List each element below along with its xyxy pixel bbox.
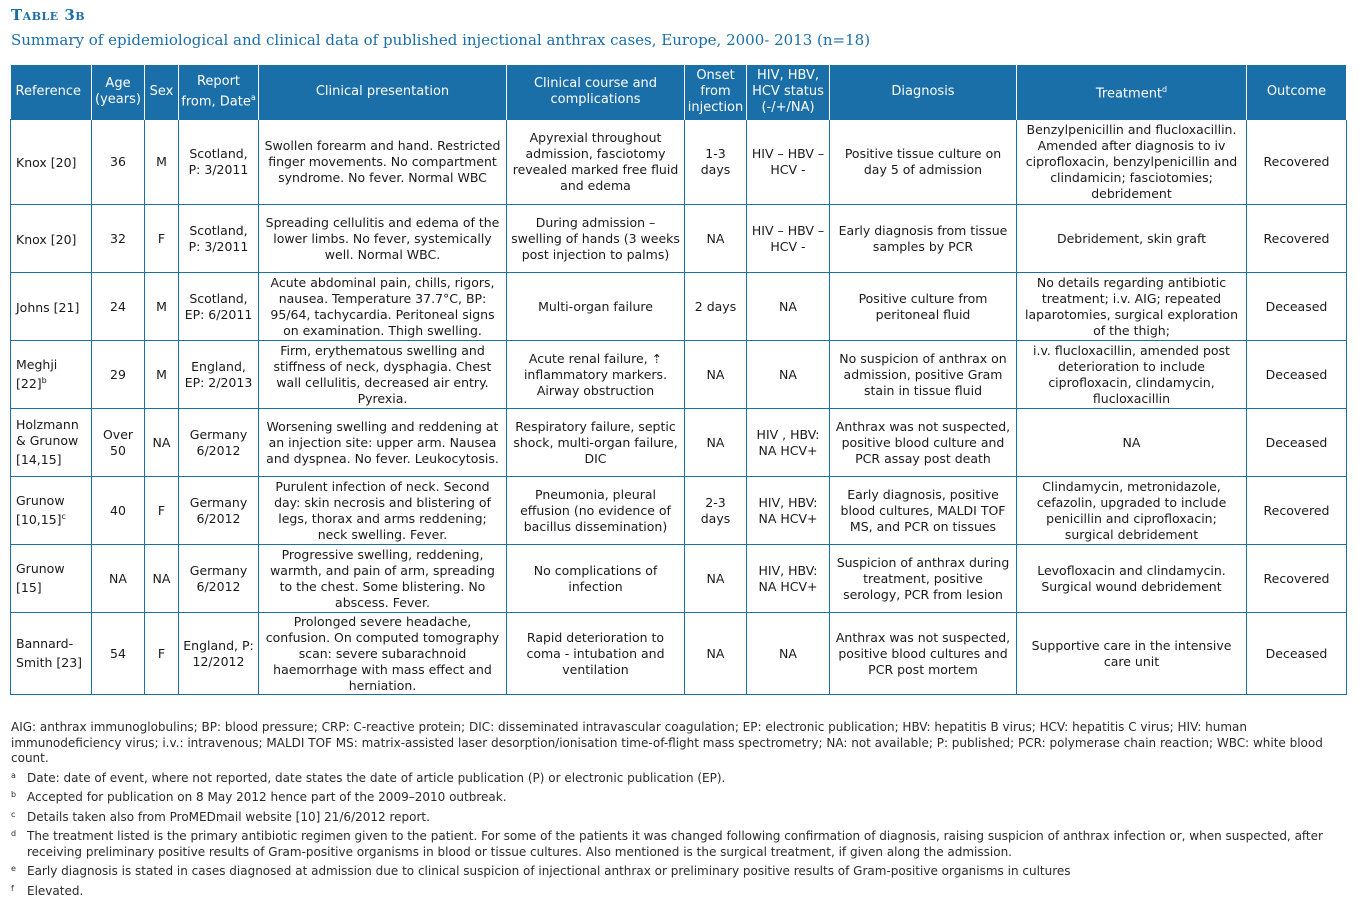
- reference-footnote-mark: b: [41, 375, 47, 385]
- cell-reference: [11, 545, 92, 613]
- cell-course: Respiratory failure, septic shock, multi-organ failure, DIC: [507, 409, 685, 477]
- cell-treatment: Clindamycin, metronidazole, cefazolin, upgraded to include penicillin and ciprofloxacin; surgical debridement: [1017, 477, 1247, 545]
- cell-presentation: Swollen forearm and hand. Restricted finger movements. No compartment syndrome. No fever. Normal WBC: [259, 120, 507, 205]
- cell-treatment: Supportive care in the intensive care unit: [1017, 613, 1247, 695]
- cell-diagnosis: Positive culture from peritoneal fluid: [830, 273, 1017, 341]
- cell-treatment: Levofloxacin and clindamycin. Surgical wound debridement: [1017, 545, 1247, 613]
- header-presentation: Clinical presentation: [259, 65, 507, 120]
- cell-course: Acute renal failure, ⇡ inflammatory markers. Airway obstruction: [507, 341, 685, 409]
- table-row: [11, 409, 1347, 477]
- cell-sex: NA: [145, 545, 179, 613]
- header-reference: Reference: [11, 65, 92, 120]
- cell-treatment: i.v. flucloxacillin, amended post deterioration to include ciprofloxacin, clindamycin, flucloxacillin: [1017, 341, 1247, 409]
- footnote: [11, 810, 1351, 826]
- cell-report: Germany 6/2012: [179, 409, 259, 477]
- cell-age: 40: [92, 477, 145, 545]
- table-row: [11, 205, 1347, 273]
- cell-report: Scotland, EP: 6/2011: [179, 273, 259, 341]
- cell-onset: NA: [685, 409, 747, 477]
- cell-diagnosis: No suspicion of anthrax on admission, positive Gram stain in tissue fluid: [830, 341, 1017, 409]
- cell-presentation: Spreading cellulitis and edema of the lower limbs. No fever, systemically well. Normal WBC.: [259, 205, 507, 273]
- cell-reference: [11, 273, 92, 341]
- cell-presentation: Acute abdominal pain, chills, rigors, nausea. Temperature 37.7°C, BP: 95/64, tachycardia. Peritoneal signs on examination. Thigh swelling.: [259, 273, 507, 341]
- header-course: Clinical course and complications: [507, 65, 685, 120]
- table-row: [11, 120, 1347, 205]
- cell-course: Pneumonia, pleural effusion (no evidence of bacillus dissemination): [507, 477, 685, 545]
- header-report-text: Report from, Date: [181, 73, 251, 110]
- footnote-text: Elevated.: [27, 883, 84, 898]
- cell-sex: M: [145, 273, 179, 341]
- cell-outcome: Recovered: [1247, 545, 1347, 613]
- cell-onset: 1-3 days: [685, 120, 747, 205]
- cell-sex: F: [145, 613, 179, 695]
- cell-treatment: NA: [1017, 409, 1247, 477]
- header-outcome: Outcome: [1247, 65, 1347, 120]
- cell-hiv-status: HIV, HBV: NA HCV+: [747, 477, 830, 545]
- cell-presentation: Prolonged severe headache, confusion. On computed tomography scan: severe subarachnoid haemorrhage with mass effect and herniation.: [259, 613, 507, 695]
- cases-table: [10, 65, 1347, 695]
- cell-hiv-status: NA: [747, 341, 830, 409]
- footnote-mark: b: [11, 790, 17, 799]
- cell-reference: [11, 409, 92, 477]
- cell-report: Germany 6/2012: [179, 477, 259, 545]
- cell-presentation: Firm, erythematous swelling and stiffness of neck, dysphagia. Chest wall cellulitis, decreased air entry. Pyrexia.: [259, 341, 507, 409]
- cell-diagnosis: Early diagnosis from tissue samples by PCR: [830, 205, 1017, 273]
- footnote-mark: a: [11, 770, 16, 780]
- footnote-mark: f: [11, 883, 14, 893]
- reference-text: Grunow [10,15]: [16, 492, 65, 528]
- cell-age: 36: [92, 120, 145, 205]
- cell-course: Multi-organ failure: [507, 273, 685, 341]
- footnote-text: Early diagnosis is stated in cases diagnosed at admission due to clinical suspicion of injectional anthrax or preliminary positive results of Gram-positive organisms in cultures: [27, 864, 1071, 878]
- footnote: [11, 864, 1351, 880]
- cell-treatment: No details regarding antibiotic treatment; i.v. AIG; repeated laparotomies, surgical exploration of the thigh;: [1017, 273, 1247, 341]
- cell-onset: NA: [685, 613, 747, 695]
- table-label: Table 3b: [11, 6, 86, 24]
- footnote-text: The treatment listed is the primary antibiotic regimen given to the patient. For some of the patients it was changed following confirmation of diagnosis, raising suspicion of anthrax infection or, when suspected, after receiving preliminary positive results of Gram-positive organisms in blood or tissue cultures. Also mentioned is the surgical treatment, if given along the admission.: [27, 829, 1323, 859]
- cell-report: Scotland, P: 3/2011: [179, 120, 259, 205]
- cell-onset: 2 days: [685, 273, 747, 341]
- cell-diagnosis: Anthrax was not suspected, positive blood culture and PCR assay post death: [830, 409, 1017, 477]
- header-sex: Sex: [145, 65, 179, 120]
- cell-outcome: Deceased: [1247, 409, 1347, 477]
- cell-sex: M: [145, 120, 179, 205]
- header-treatment-text: Treatment: [1095, 86, 1163, 102]
- cell-outcome: Deceased: [1247, 613, 1347, 695]
- footnote: [11, 829, 1351, 860]
- reference-text: Knox [20]: [16, 232, 77, 248]
- footnote-text: Date: date of event, where not reported, date states the date of article publication (P) or electronic publication (EP).: [27, 770, 726, 785]
- cell-report: Germany 6/2012: [179, 545, 259, 613]
- cell-presentation: Worsening swelling and reddening at an injection site: upper arm. Nausea and dyspnea. No fever. Leukocytosis.: [259, 409, 507, 477]
- header-report-footnote-mark: a: [250, 92, 256, 102]
- footnote: [11, 884, 1351, 900]
- cell-diagnosis: Early diagnosis, positive blood cultures, MALDI TOF MS, and PCR on tissues: [830, 477, 1017, 545]
- cell-reference: [11, 205, 92, 273]
- cell-sex: M: [145, 341, 179, 409]
- reference-text: Knox [20]: [16, 155, 77, 171]
- cell-outcome: Recovered: [1247, 477, 1347, 545]
- footnote: [11, 790, 1351, 806]
- table-notes: [11, 720, 1351, 903]
- cell-hiv-status: NA: [747, 613, 830, 695]
- footnote-mark: d: [11, 829, 17, 838]
- cell-diagnosis: Positive tissue culture on day 5 of admission: [830, 120, 1017, 205]
- cell-age: 32: [92, 205, 145, 273]
- footnote-text: Details taken also from ProMEDmail website [10] 21/6/2012 report.: [27, 809, 430, 824]
- table-row: [11, 545, 1347, 613]
- table-caption: Summary of epidemiological and clinical data of published injectional anthrax cases, Europe, 2000- 2013 (n=18): [11, 31, 871, 49]
- cell-onset: NA: [685, 341, 747, 409]
- reference-text: Johns [21]: [16, 300, 80, 316]
- header-row: [11, 65, 1347, 120]
- cell-course: Rapid deterioration to coma - intubation and ventilation: [507, 613, 685, 695]
- cell-outcome: Deceased: [1247, 273, 1347, 341]
- header-hiv-status: HIV, HBV, HCV status (-/+/NA): [747, 65, 830, 120]
- header-onset: Onset from injection: [685, 65, 747, 120]
- cell-outcome: Recovered: [1247, 205, 1347, 273]
- footnote-text: Accepted for publication on 8 May 2012 hence part of the 2009–2010 outbreak.: [27, 790, 507, 804]
- cell-outcome: Recovered: [1247, 120, 1347, 205]
- cell-reference: [11, 120, 92, 205]
- header-age: Age (years): [92, 65, 145, 120]
- cell-reference: [11, 477, 92, 545]
- abbreviations-note: AIG: anthrax immunoglobulins; BP: blood pressure; CRP: C-reactive protein; DIC: disseminated intravascular coagulation; EP: electronic publication; HBV: hepatitis B virus; HCV: hepatitis C virus; HIV: human immunodeficiency virus; i.v.: intravenous; MALDI TOF MS: matrix-assisted laser desorption/ionisation time-of-flight mass spectrometry; NA: not available; P: published; PCR: polymerase chain reaction; WBC: white blood count.: [11, 720, 1323, 765]
- cell-course: No complications of infection: [507, 545, 685, 613]
- cell-report: Scotland, P: 3/2011: [179, 205, 259, 273]
- cell-course: During admission – swelling of hands (3 weeks post injection to palms): [507, 205, 685, 273]
- footnote-mark: c: [11, 809, 16, 819]
- reference-text: Bannard-Smith [23]: [16, 635, 83, 671]
- table-row: [11, 341, 1347, 409]
- cell-age: NA: [92, 545, 145, 613]
- footnote-mark: e: [11, 864, 16, 873]
- cell-onset: NA: [685, 545, 747, 613]
- cell-hiv-status: HIV , HBV: NA HCV+: [747, 409, 830, 477]
- header-report: [179, 65, 259, 120]
- cell-presentation: Progressive swelling, reddening, warmth, and pain of arm, spreading to the chest. Some blistering. No abscess. Fever.: [259, 545, 507, 613]
- cell-treatment: Debridement, skin graft: [1017, 205, 1247, 273]
- cell-sex: F: [145, 205, 179, 273]
- cell-treatment: Benzylpenicillin and flucloxacillin. Amended after diagnosis to iv ciprofloxacin, benzylpenicillin and clindamicin; fasciotomies; debridement: [1017, 120, 1247, 205]
- cell-hiv-status: HIV, HBV: NA HCV+: [747, 545, 830, 613]
- header-treatment-footnote-mark: d: [1162, 84, 1168, 94]
- cell-presentation: Purulent infection of neck. Second day: skin necrosis and blistering of legs, thorax and arms reddening; neck swelling. Fever.: [259, 477, 507, 545]
- cell-reference: [11, 341, 92, 409]
- cell-hiv-status: HIV – HBV – HCV -: [747, 205, 830, 273]
- cell-age: Over 50: [92, 409, 145, 477]
- reference-text: Grunow [15]: [16, 560, 65, 596]
- cell-age: 54: [92, 613, 145, 695]
- footnote: [11, 771, 1351, 787]
- cell-diagnosis: Suspicion of anthrax during treatment, positive serology, PCR from lesion: [830, 545, 1017, 613]
- reference-text: Holzmann & Grunow [14,15]: [16, 416, 79, 468]
- cell-age: 29: [92, 341, 145, 409]
- cell-hiv-status: NA: [747, 273, 830, 341]
- cell-onset: 2-3 days: [685, 477, 747, 545]
- cell-onset: NA: [685, 205, 747, 273]
- reference-text: Meghji [22]: [16, 356, 58, 392]
- cell-course: Apyrexial throughout admission, fasciotomy revealed marked free fluid and edema: [507, 120, 685, 205]
- header-diagnosis: Diagnosis: [830, 65, 1017, 120]
- table-row: [11, 273, 1347, 341]
- cell-report: England, P: 12/2012: [179, 613, 259, 695]
- cell-sex: F: [145, 477, 179, 545]
- cell-report: England, EP: 2/2013: [179, 341, 259, 409]
- header-treatment: [1017, 65, 1247, 120]
- table-row: [11, 477, 1347, 545]
- cell-reference: [11, 613, 92, 695]
- cell-hiv-status: HIV – HBV – HCV -: [747, 120, 830, 205]
- cell-outcome: Deceased: [1247, 341, 1347, 409]
- cell-sex: NA: [145, 409, 179, 477]
- table-row: [11, 613, 1347, 695]
- cell-diagnosis: Anthrax was not suspected, positive blood cultures and PCR post mortem: [830, 613, 1017, 695]
- reference-footnote-mark: c: [61, 511, 66, 521]
- cell-age: 24: [92, 273, 145, 341]
